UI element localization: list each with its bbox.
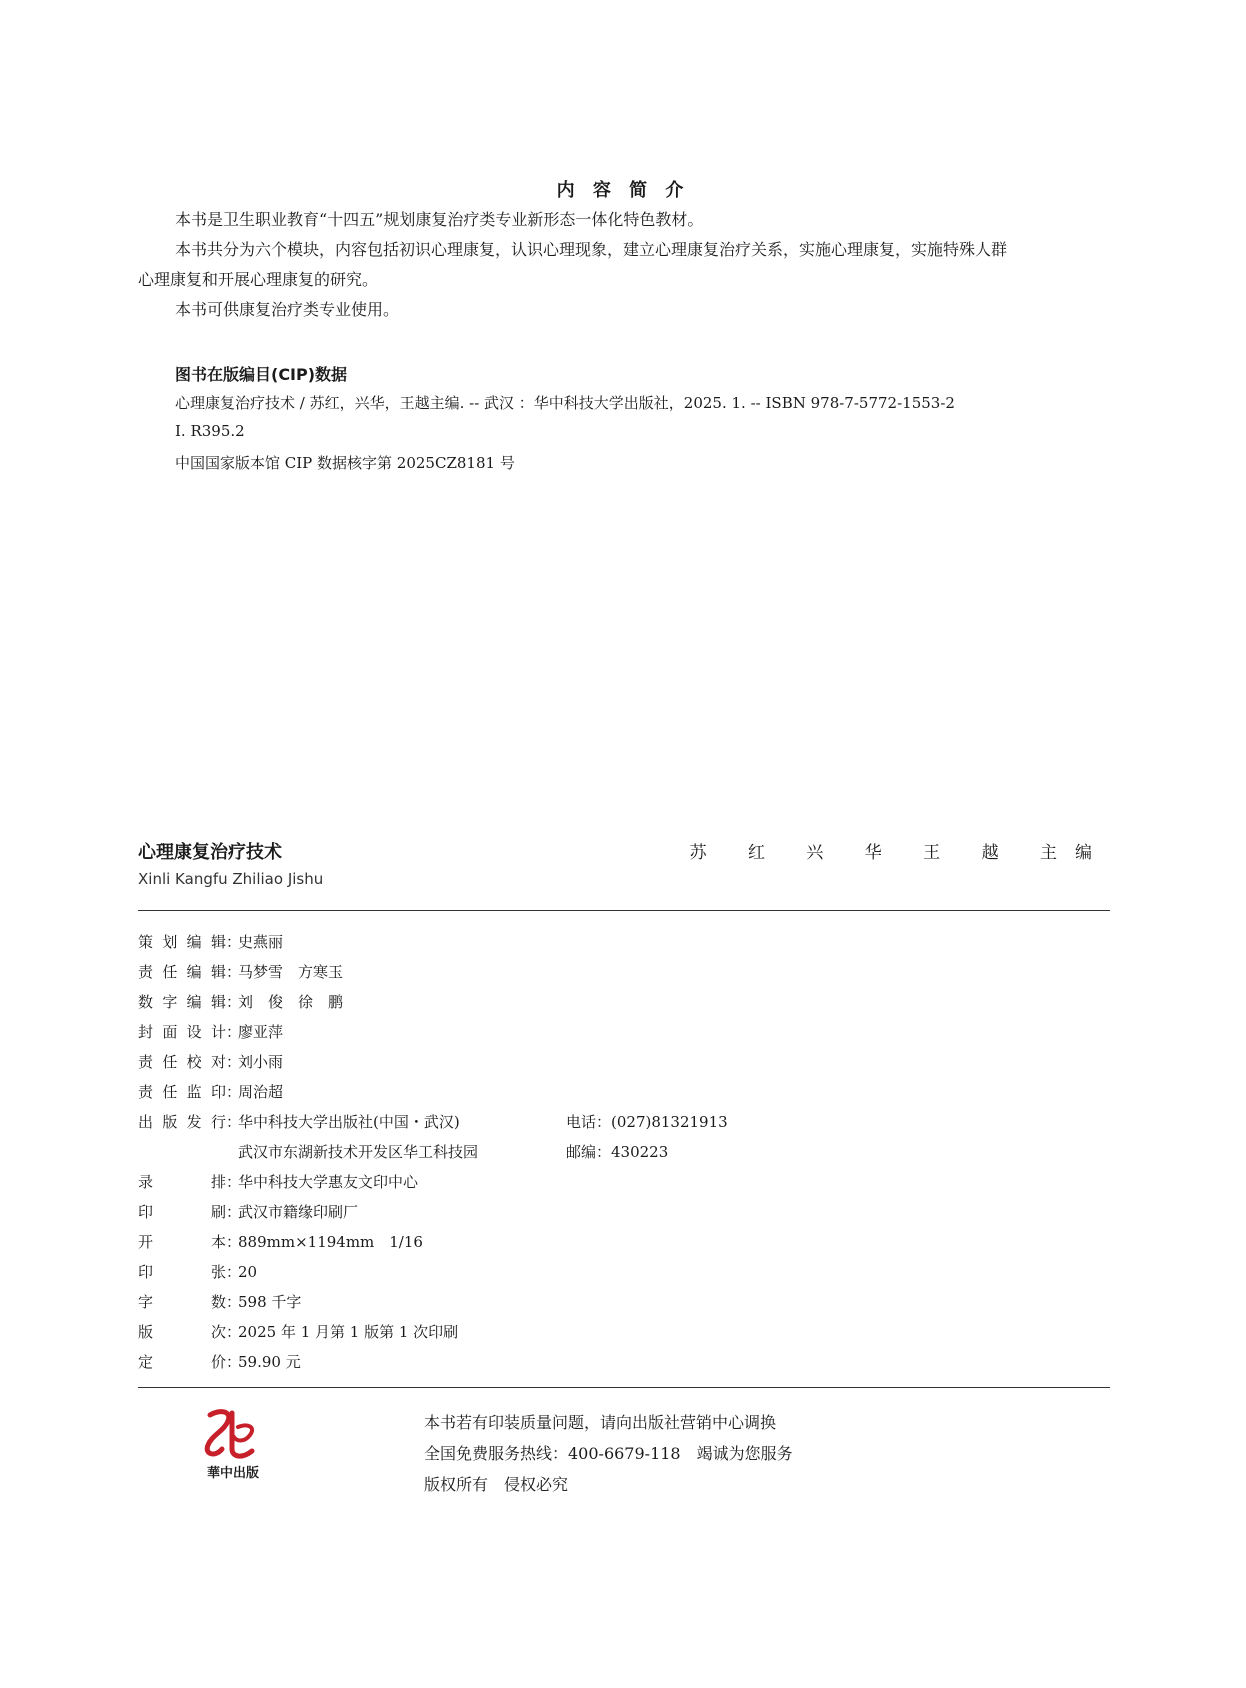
credit-label: 责任监印 <box>138 1083 226 1101</box>
publisher-logo <box>198 1405 268 1485</box>
credit-value: 史燕丽 <box>238 933 284 951</box>
credit-value: 武汉市籍缘印刷厂 <box>238 1203 359 1221</box>
credit-row <box>138 962 343 982</box>
credit-separator: ： <box>226 1173 242 1191</box>
credit-value: 59.90 元 <box>238 1353 301 1371</box>
credit-label: 印刷 <box>138 1203 226 1221</box>
credit-value: 廖亚萍 <box>238 1023 284 1041</box>
bottom-divider <box>138 1387 1110 1388</box>
intro-title: 内 容 简 介 <box>556 180 690 201</box>
cip-heading: 图书在版编目(CIP)数据 <box>175 365 348 384</box>
credit-label: 录排 <box>138 1173 226 1191</box>
intro-paragraph-2a: 本书共分为六个模块，内容包括初识心理康复，认识心理现象，建立心理康复治疗关系，实施心理康复，实施特殊人群 <box>175 240 1008 259</box>
credit-row <box>138 1202 358 1222</box>
credit-separator: ： <box>226 1293 242 1311</box>
credit-value: 周治超 <box>238 1083 284 1101</box>
publisher-logo-text: 華中出版 <box>206 1466 260 1481</box>
credit-row <box>138 1022 283 1042</box>
credit-value: 598 千字 <box>238 1293 302 1311</box>
credit-value: 20 <box>238 1263 258 1281</box>
credit-value: 2025 年 1 月第 1 版第 1 次印刷 <box>238 1323 459 1341</box>
credit-separator: ： <box>226 1203 242 1221</box>
credit-label: 责任校对 <box>138 1053 226 1071</box>
credit-separator: ： <box>226 1023 242 1041</box>
credit-separator <box>226 1142 238 1162</box>
credit-row <box>138 1112 460 1132</box>
footer-line-3: 版权所有 侵权必究 <box>424 1475 569 1494</box>
credit-value: 华中科技大学出版社(中国・武汉) <box>238 1113 460 1131</box>
credit-row <box>138 1292 301 1312</box>
credit-row <box>138 1172 418 1192</box>
cip-line-2: Ⅰ. R395.2 <box>175 422 245 440</box>
credit-row <box>138 1232 423 1252</box>
credit-separator: ： <box>226 933 242 951</box>
credit-value: 武汉市东湖新技术开发区华工科技园 <box>238 1143 479 1161</box>
credit-row <box>138 1262 257 1282</box>
credit-label: 出版发行 <box>138 1113 226 1131</box>
intro-paragraph-1: 本书是卫生职业教育“十四五”规划康复治疗类专业新形态一体化特色教材。 <box>175 210 704 229</box>
credit-label: 定价 <box>138 1353 226 1371</box>
credit-value: 889mm×1194mm 1/16 <box>238 1233 423 1251</box>
credit-row <box>138 1052 283 1072</box>
credit-label: 策划编辑 <box>138 933 226 951</box>
credit-value: 刘 俊 徐 鹏 <box>238 993 344 1011</box>
credit-label: 版次 <box>138 1323 226 1341</box>
credit-separator: ： <box>226 1323 242 1341</box>
top-divider <box>138 910 1110 911</box>
cip-line-1: 心理康复治疗技术 / 苏红，兴华，王越主编. -- 武汉 ：华中科技大学出版社，2025. 1. -- ISBN 978-7-5772-1553-2 <box>175 394 955 412</box>
credit-label: 开本 <box>138 1233 226 1251</box>
credit-separator: ： <box>226 993 242 1011</box>
credit-separator: ： <box>226 1053 242 1071</box>
credit-label: 责任编辑 <box>138 963 226 981</box>
book-pinyin: Xinli Kangfu Zhiliao Jishu <box>138 870 324 888</box>
credit-value: 刘小雨 <box>238 1053 284 1071</box>
credit-separator: ： <box>226 1083 242 1101</box>
contact-postcode: 邮编：430223 <box>566 1143 669 1161</box>
cip-line-3: 中国国家版本馆 CIP 数据核字第 2025CZ8181 号 <box>175 454 515 472</box>
credit-row <box>138 1082 283 1102</box>
credit-label: 印张 <box>138 1263 226 1281</box>
credit-value: 华中科技大学惠友文印中心 <box>238 1173 419 1191</box>
credit-row <box>138 1142 478 1162</box>
book-authors: 苏 红 兴 华 王 越 主编 <box>689 843 1110 863</box>
credit-separator: ： <box>226 1353 242 1371</box>
credit-label <box>138 1142 226 1162</box>
credit-separator: ： <box>226 963 242 981</box>
credit-row <box>138 1322 458 1342</box>
credit-label: 字数 <box>138 1293 226 1311</box>
footer-line-1: 本书若有印装质量问题，请向出版社营销中心调换 <box>424 1413 777 1432</box>
credit-label: 数字编辑 <box>138 993 226 1011</box>
footer-line-2: 全国免费服务热线：400-6679-118 竭诚为您服务 <box>424 1444 793 1463</box>
credit-value: 马梦雪 方寒玉 <box>238 963 344 981</box>
credit-row <box>138 1352 301 1372</box>
credit-separator: ： <box>226 1263 242 1281</box>
credit-separator: ： <box>226 1113 242 1131</box>
credit-row <box>138 932 283 952</box>
contact-phone: 电话：(027)81321913 <box>566 1113 728 1131</box>
intro-paragraph-2b: 心理康复和开展心理康复的研究。 <box>138 270 379 289</box>
book-title: 心理康复治疗技术 <box>138 842 282 863</box>
credit-row <box>138 992 343 1012</box>
intro-paragraph-3: 本书可供康复治疗类专业使用。 <box>175 300 400 319</box>
credit-label: 封面设计 <box>138 1023 226 1041</box>
credit-separator: ： <box>226 1233 242 1251</box>
